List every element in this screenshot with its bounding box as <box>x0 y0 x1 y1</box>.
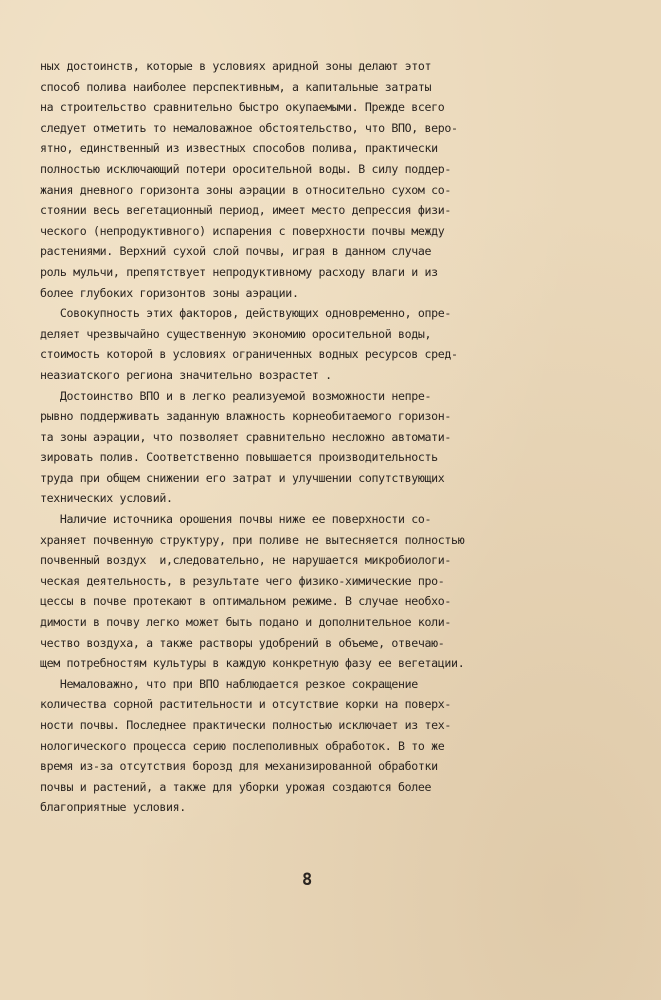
text-line: растениями. Верхний сухой слой почвы, играя в данном случае <box>40 244 432 259</box>
text-line: время из-за отсутствия борозд для механизированной обработки <box>40 759 438 774</box>
text-line: Наличие источника орошения почвы ниже ее поверхности со- <box>40 512 432 527</box>
text-line: зировать полив. Соответственно повышается производительность <box>40 450 438 465</box>
text-line: следует отметить то немаловажное обстоятельство, что ВПО, веро- <box>40 120 458 135</box>
text-line: Немаловажно, что при ВПО наблюдается резкое сокращение <box>40 676 418 691</box>
text-line: щем потребностям культуры в каждую конкретную фазу ее вегетации. <box>40 656 465 671</box>
text-line: неазиатского региона значительно возрастет . <box>40 367 332 382</box>
text-line: технических условий. <box>40 491 173 506</box>
text-line: димости в почву легко может быть подано и дополнительное коли- <box>40 615 452 630</box>
text-line: цессы в почве протекают в оптимальном режиме. В случае необхо- <box>40 594 452 609</box>
text-line: количества сорной растительности и отсутствие корки на поверх- <box>40 697 452 712</box>
text-line: более глубоких горизонтов зоны аэрации. <box>40 285 299 300</box>
text-line: полностью исключающий потери оросительной воды. В силу поддер- <box>40 161 452 176</box>
text-line: нологического процесса серию послеполивных обработок. В то же <box>40 738 445 753</box>
text-line: роль мульчи, препятствует непродуктивному расходу влаги и из <box>40 264 438 279</box>
text-line: почвы и растений, а также для уборки урожая создаются более <box>40 779 432 794</box>
text-line: храняет почвенную структуру, при поливе не вытесняется полностью <box>40 532 465 547</box>
text-line: та зоны аэрации, что позволяет сравнительно несложно автомати- <box>40 429 452 444</box>
text-line: труда при общем снижении его затрат и улучшении сопутствующих <box>40 470 445 485</box>
text-line: благоприятные условия. <box>40 800 186 815</box>
text-line: почвенный воздух и,следовательно, не нарушается микробиологи- <box>40 553 452 568</box>
text-line: рывно поддерживать заданную влажность корнеобитаемого горизон- <box>40 409 452 424</box>
text-line: стоимость которой в условиях ограниченных водных ресурсов сред- <box>40 347 458 362</box>
text-line: чество воздуха, а также растворы удобрений в объеме, отвечаю- <box>40 635 445 650</box>
body-text <box>40 56 640 818</box>
text-line: на строительство сравнительно быстро окупаемыми. Прежде всего <box>40 100 445 115</box>
text-line: стоянии весь вегетационный период, имеет место депрессия физи- <box>40 203 452 218</box>
text-line: ности почвы. Последнее практически полностью исключает из тех- <box>40 718 452 732</box>
text-line: Совокупность этих факторов, действующих одновременно, опре- <box>40 306 452 321</box>
text-line: ных достоинств, которые в условиях аридной зоны делают этот <box>40 59 432 73</box>
page-number: 8 <box>302 870 313 890</box>
text-line: ческая деятельность, в результате чего физико-химические про- <box>40 573 445 588</box>
text-line: ятно, единственный из известных способов полива, практически <box>40 141 438 156</box>
text-line: жания дневного горизонта зоны аэрации в относительно сухом со- <box>40 182 452 197</box>
text-line: деляет чрезвычайно существенную экономию оросительной воды, <box>40 326 432 341</box>
text-line: способ полива наиболее перспективным, а капитальные затраты <box>40 79 432 94</box>
text-line: ческого (непродуктивного) испарения с поверхности почвы между <box>40 223 445 238</box>
text-line: Достоинство ВПО и в легко реализуемой возможности непре- <box>40 388 432 403</box>
